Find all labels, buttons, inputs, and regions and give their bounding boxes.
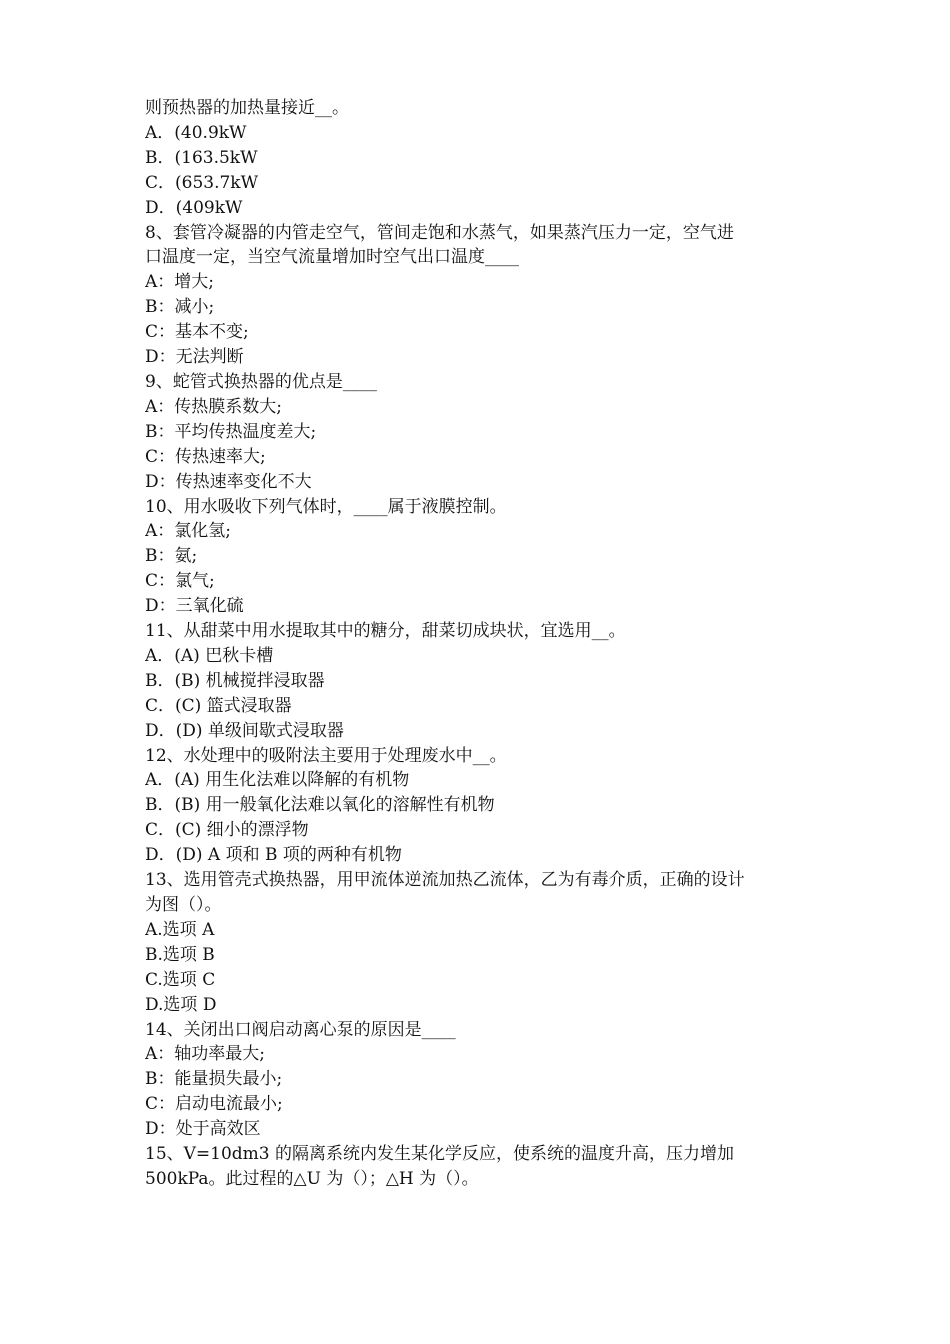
text-line: B．(B) 机械搅拌浸取器 bbox=[145, 670, 325, 691]
question-11-line: 11、从甜菜中用水提取其中的糖分，甜菜切成块状，宜选用__。 bbox=[145, 621, 626, 642]
text-line: B：能量损失最小; bbox=[145, 1069, 283, 1090]
text-line: C：启动电流最小; bbox=[145, 1094, 283, 1115]
text-line: D：三氧化硫 bbox=[145, 596, 244, 617]
text-line: D：传热速率变化不大 bbox=[145, 471, 312, 492]
question-14-line: 14、关闭出口阀启动离心泵的原因是____ bbox=[145, 1019, 456, 1040]
question-8-line: 口温度一定，当空气流量增加时空气出口温度____ bbox=[145, 247, 519, 268]
document-body bbox=[145, 96, 835, 1192]
text-line: B．(163.5kW bbox=[145, 147, 258, 168]
text-line: A．(40.9kW bbox=[145, 122, 247, 143]
text-line: A：增大; bbox=[145, 272, 215, 293]
text-line: B：氨; bbox=[145, 546, 198, 567]
text-line: C：氯气; bbox=[145, 571, 215, 592]
text-line: D．(D) A 项和 B 项的两种有机物 bbox=[145, 845, 402, 866]
question-13-line: 13、选用管壳式换热器，用甲流体逆流加热乙流体，乙为有毒介质，正确的设计 bbox=[145, 870, 745, 891]
text-line: C：传热速率大; bbox=[145, 446, 266, 467]
question-9-line: 9、蛇管式换热器的优点是____ bbox=[145, 371, 377, 392]
question-10-line: 10、用水吸收下列气体时，____属于液膜控制。 bbox=[145, 496, 507, 517]
question-15-line: 15、V=10dm3 的隔离系统内发生某化学反应，使系统的温度升高，压力增加 bbox=[145, 1144, 735, 1165]
question-13-line: 为图（）。 bbox=[145, 895, 222, 915]
text-line: D：处于高效区 bbox=[145, 1119, 261, 1140]
text-line: D．(409kW bbox=[145, 197, 243, 218]
text-line: A.选项 A bbox=[145, 919, 215, 940]
text-line: C：基本不变; bbox=[145, 322, 249, 343]
text-line: A．(A) 用生化法难以降解的有机物 bbox=[145, 770, 410, 791]
text-line: D．(D) 单级间歇式浸取器 bbox=[145, 720, 344, 741]
text-line: B：减小; bbox=[145, 297, 215, 318]
text-line: D：无法判断 bbox=[145, 347, 244, 368]
text-line: C．(C) 篮式浸取器 bbox=[145, 695, 292, 716]
text-line: C．(653.7kW bbox=[145, 172, 259, 193]
question-8-line: 8、套管冷凝器的内管走空气，管间走饱和水蒸气，如果蒸汽压力一定，空气进 bbox=[145, 222, 734, 243]
text-line: C.选项 C bbox=[145, 969, 216, 990]
text-line: B：平均传热温度差大; bbox=[145, 421, 317, 442]
text-line: A：轴功率最大; bbox=[145, 1044, 266, 1065]
text-line: A：氯化氢; bbox=[145, 521, 232, 542]
text-line: D.选项 D bbox=[145, 994, 217, 1015]
text-line: B．(B) 用一般氧化法难以氧化的溶解性有机物 bbox=[145, 795, 495, 816]
text-line: B.选项 B bbox=[145, 944, 215, 965]
text-line: C．(C) 细小的漂浮物 bbox=[145, 820, 309, 841]
text-line: 则预热器的加热量接近__。 bbox=[145, 98, 349, 118]
text-line: A．(A) 巴秋卡槽 bbox=[145, 645, 274, 666]
question-15-line: 500kPa。此过程的△U 为（）；△H 为（）。 bbox=[145, 1168, 479, 1189]
question-12-line: 12、水处理中的吸附法主要用于处理废水中__。 bbox=[145, 745, 507, 766]
text-line: A：传热膜系数大; bbox=[145, 396, 283, 417]
